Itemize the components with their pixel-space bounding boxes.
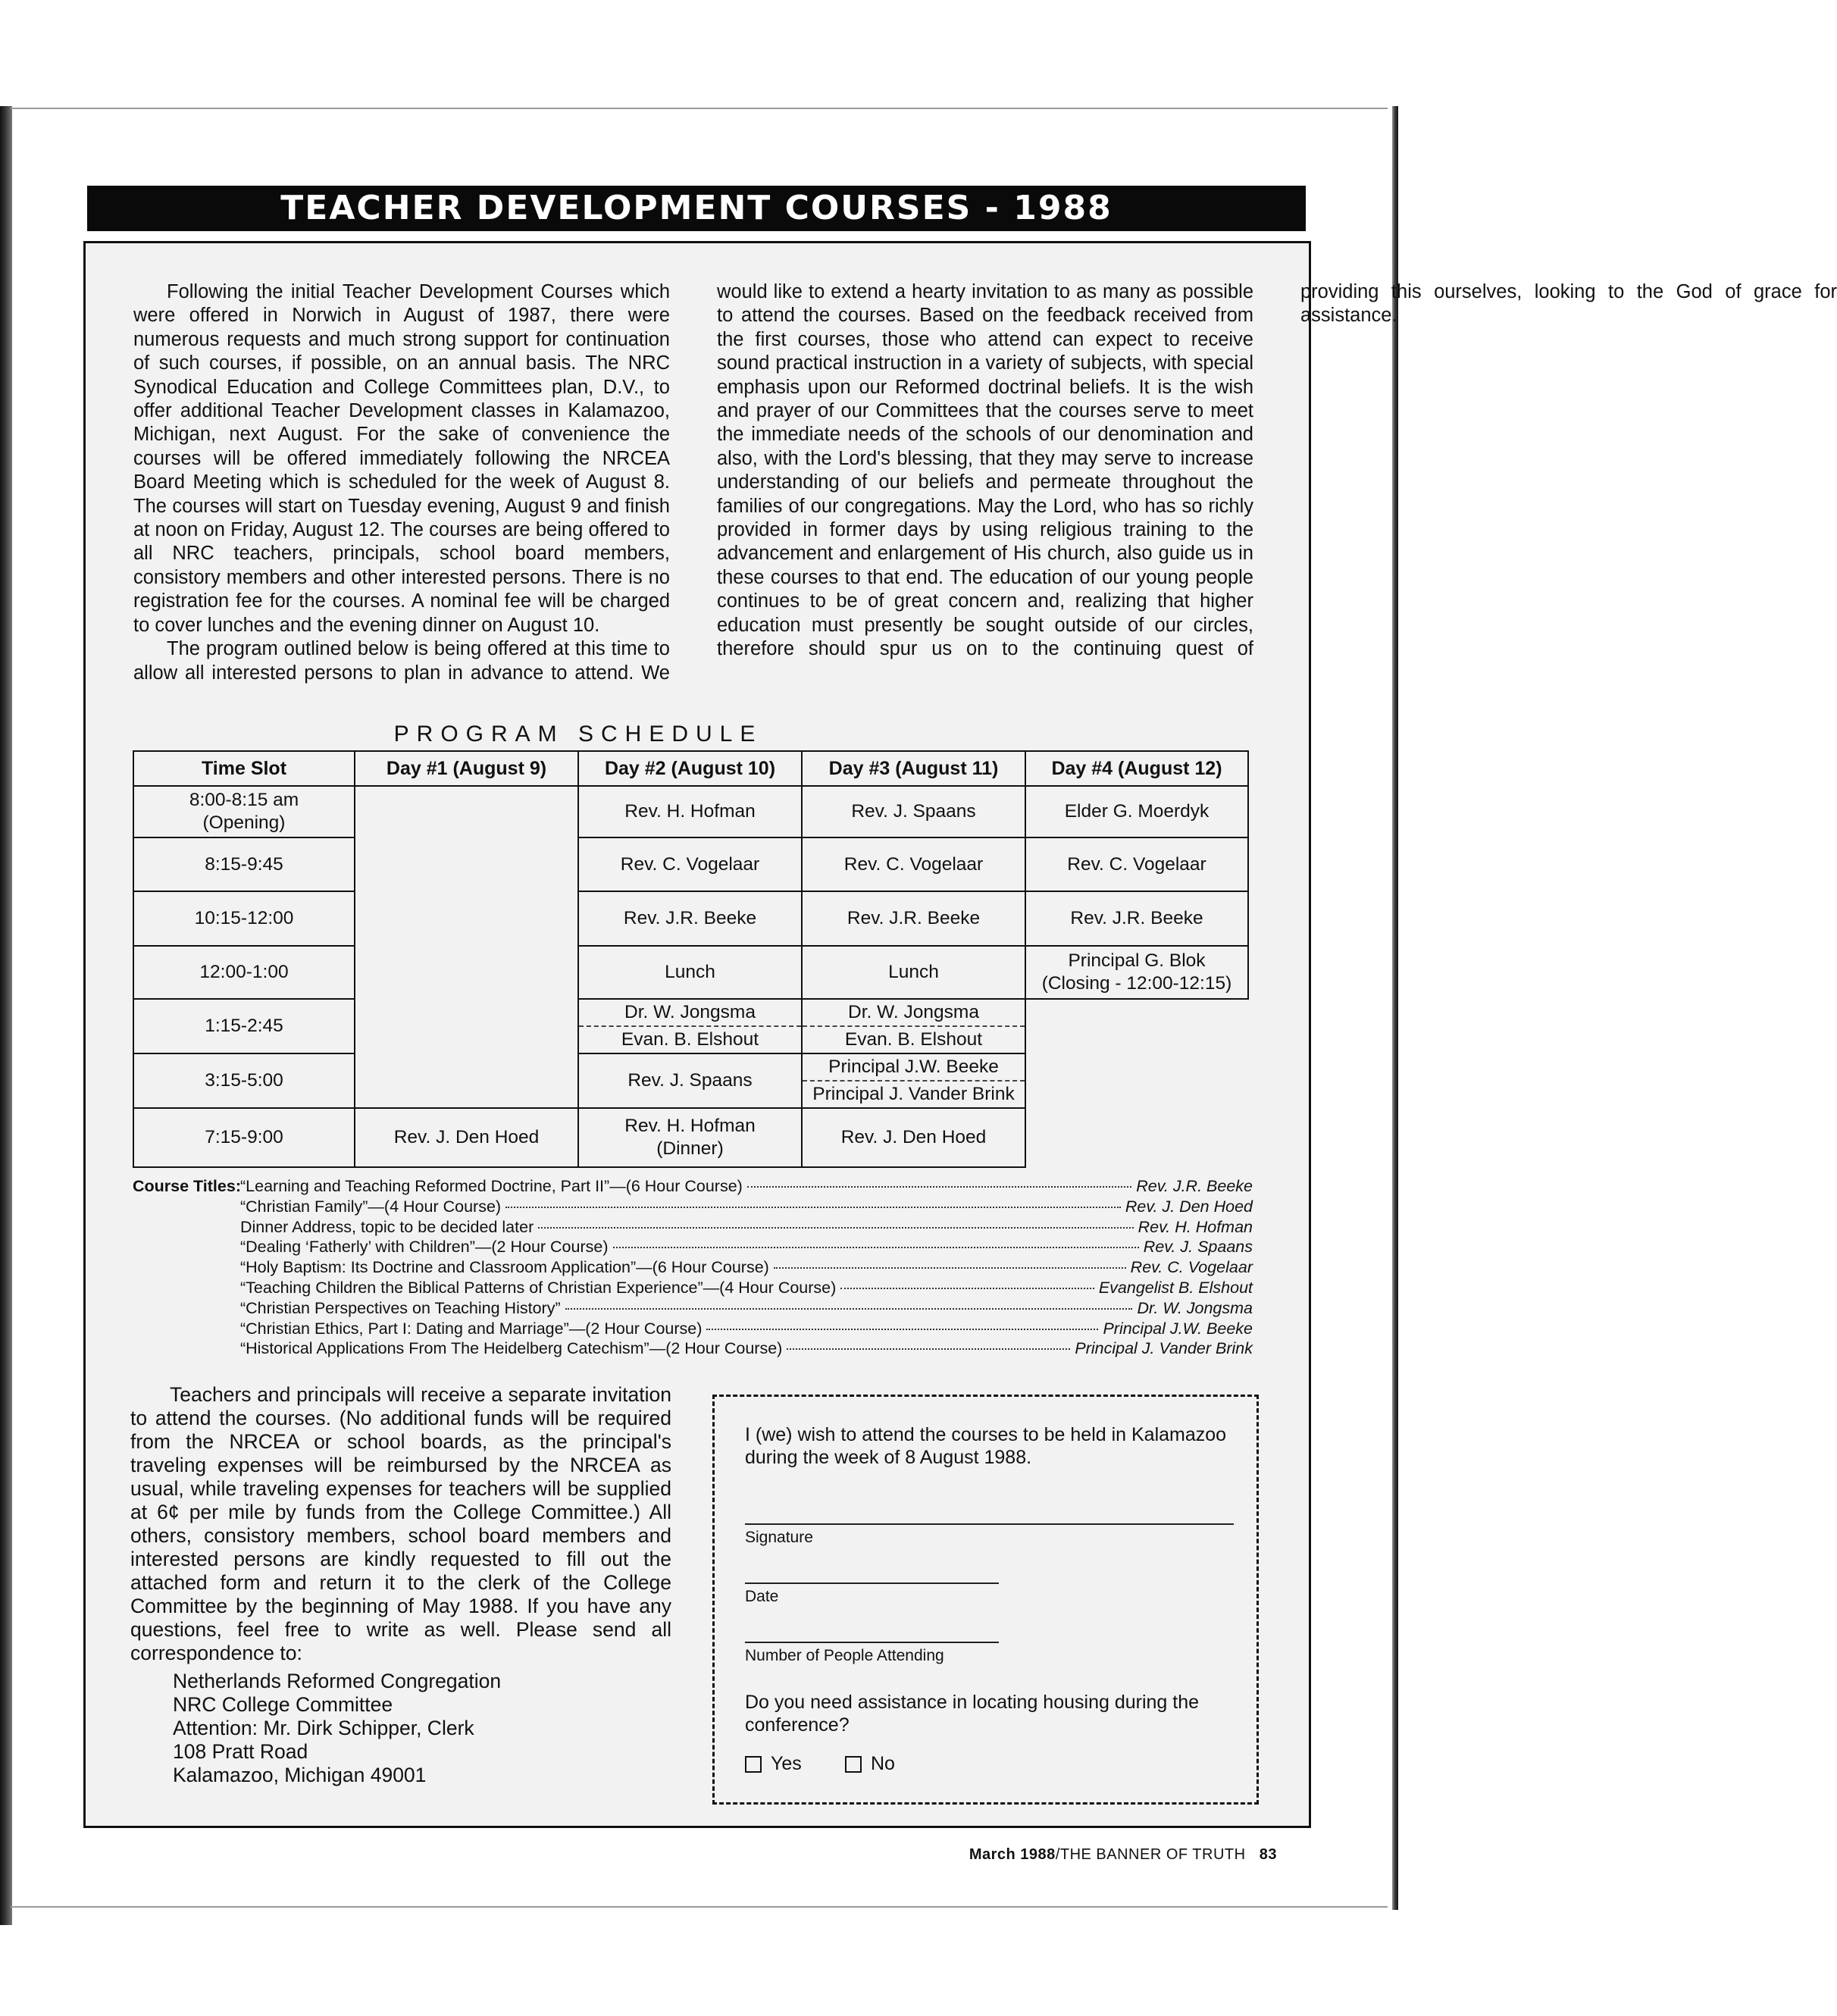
- header-day-3: Day #3 (August 11): [802, 751, 1025, 786]
- scan-edge-left: [0, 106, 12, 1925]
- page-number: 83: [1259, 1846, 1277, 1863]
- table-header-row: [133, 751, 1248, 786]
- slot-time: 3:15-5:00: [133, 1053, 355, 1108]
- dot-leader: [774, 1267, 1126, 1269]
- cell-closing: [1025, 946, 1248, 999]
- closing-paragraph: Teachers and principals will receive a separate invitation to attend the courses. (No additional funds will be required from the NRCEA or school boards, as the principal's traveling expenses will be reimbursed by the NRCEA as usual, while traveling expenses for teachers will be supplied at 6¢ per mile by funds from the College Committee.) All others, consistory members, school board members and interested persons are kindly requested to fill out the attached form and return it to the clerk of the College Committee by the beginning of May 1988. If you have any questions, feel free to write as well. Please send all correspondence to:: [130, 1383, 671, 1664]
- dinner-note: (Dinner): [656, 1138, 724, 1159]
- yes-label: Yes: [771, 1753, 802, 1774]
- no-option[interactable]: [845, 1753, 895, 1775]
- dinner-speaker: Rev. H. Hofman: [624, 1116, 756, 1136]
- dot-leader: [706, 1329, 1098, 1330]
- empty-gap: [1025, 999, 1248, 1167]
- slot-time: 8:15-9:45: [133, 837, 355, 891]
- no-label: No: [871, 1753, 895, 1774]
- slot-note: (Opening): [202, 812, 286, 833]
- course-title: “Christian Family”—(4 Hour Course): [240, 1197, 502, 1216]
- day1-daytime-empty: [355, 786, 578, 1108]
- course-title: “Historical Applications From The Heidelberg Catechism”—(2 Hour Course): [240, 1339, 783, 1358]
- table-row: [133, 837, 1248, 891]
- dot-leader: [613, 1247, 1139, 1248]
- closing-text: [130, 1383, 671, 1787]
- dot-leader: [565, 1308, 1133, 1310]
- address-line: NRC College Committee: [173, 1693, 393, 1716]
- cell: Rev. H. Hofman: [578, 786, 802, 837]
- table-row: [133, 999, 1248, 1053]
- list-item: [240, 1257, 1253, 1278]
- attending-label: Number of People Attending: [745, 1647, 944, 1664]
- list-item: [240, 1319, 1253, 1339]
- list-item: [240, 1176, 1253, 1197]
- cell: Rev. J. Den Hoed: [355, 1108, 578, 1167]
- course-speaker: Rev. J. Spaans: [1143, 1238, 1253, 1257]
- slot-time: 7:15-9:00: [133, 1108, 355, 1167]
- table-row: [133, 946, 1248, 999]
- slot-time: 8:00-8:15 am: [189, 790, 299, 810]
- date-label: Date: [745, 1588, 779, 1605]
- slot-time: 12:00-1:00: [133, 946, 355, 999]
- header-day-4: Day #4 (August 12): [1025, 751, 1248, 786]
- header-day-1: Day #1 (August 9): [355, 751, 578, 786]
- page-rule-bottom: [11, 1906, 1388, 1908]
- cell-split: [578, 999, 802, 1053]
- intro-text: [133, 280, 1837, 686]
- list-item: [240, 1197, 1253, 1217]
- cell: Lunch: [802, 946, 1025, 999]
- course-speaker: Evangelist B. Elshout: [1098, 1278, 1253, 1297]
- header-day-2: Day #2 (August 10): [578, 751, 802, 786]
- course-speaker: Principal J. Vander Brink: [1075, 1339, 1253, 1358]
- address-line: Netherlands Reformed Congregation: [173, 1670, 502, 1692]
- cell: Rev. J.R. Beeke: [578, 891, 802, 946]
- header-time-slot: Time Slot: [133, 751, 355, 786]
- course-title: “Holy Baptism: Its Doctrine and Classroom Application”—(6 Hour Course): [240, 1258, 769, 1277]
- mailing-address: [173, 1670, 671, 1787]
- signature-label: Signature: [745, 1529, 813, 1546]
- split-top: Dr. W. Jongsma: [803, 1001, 1025, 1027]
- course-speaker: Rev. C. Vogelaar: [1130, 1258, 1253, 1277]
- housing-question: Do you need assistance in locating housing during the conference?: [745, 1692, 1200, 1736]
- cell: Rev. J. Spaans: [578, 1053, 802, 1108]
- course-speaker: Dr. W. Jongsma: [1137, 1298, 1253, 1317]
- list-item: [240, 1338, 1253, 1359]
- split-bottom: Evan. B. Elshout: [621, 1029, 759, 1050]
- publication-name: /THE BANNER OF TRUTH: [1055, 1846, 1246, 1863]
- date-line[interactable]: [745, 1582, 999, 1584]
- checkbox-icon[interactable]: [745, 1756, 762, 1773]
- page-footer: [969, 1846, 1277, 1864]
- program-schedule-table: [133, 750, 1249, 1168]
- intro-paragraph-2: The program outlined below is being offered at this time to allow all interested persons to plan in advance to attend. We would like to extend a hearty invitation to as many as possible to attend the courses. Based on the feedback received from the first courses, those who attend can expect to receive sound practical instruction in a variety of subjects, with special emphasis upon our Reformed doctrinal beliefs. It is the wish and prayer of our Committees that the courses serve to meet the immediate needs of the schools of our denomination and also, with the Lord's blessing, that they may serve to increase understanding of our beliefs and permeate throughout the families of our congregations. May the Lord, who has so richly provided in former days by using religious training to the advancement and enlargement of His church, also guide us in these courses to that end. The education of our young people continues to be of great concern and, realizing that higher education must presently be sought outside of our circles, therefore should spur us on to the continuing quest of providing this ourselves, looking to the God of grace for assistance.: [133, 281, 1837, 684]
- cell: Lunch: [578, 946, 802, 999]
- course-speaker: Rev. J.R. Beeke: [1136, 1177, 1253, 1195]
- split-bottom: Principal J. Vander Brink: [812, 1084, 1015, 1104]
- course-speaker: Rev. J. Den Hoed: [1125, 1197, 1253, 1216]
- attending-line[interactable]: [745, 1642, 999, 1643]
- dot-leader: [787, 1348, 1070, 1350]
- slot-opening: [133, 786, 355, 837]
- dot-leader: [538, 1227, 1133, 1229]
- cell: Rev. J.R. Beeke: [1025, 891, 1248, 946]
- dot-leader: [840, 1288, 1094, 1289]
- list-item: [240, 1217, 1253, 1238]
- course-titles: [133, 1176, 1253, 1359]
- table-row: [133, 786, 1248, 837]
- cell: Rev. C. Vogelaar: [578, 837, 802, 891]
- cell: Elder G. Moerdyk: [1025, 786, 1248, 837]
- course-title: “Christian Ethics, Part I: Dating and Marriage”—(2 Hour Course): [240, 1319, 703, 1338]
- split-top: Principal J.W. Beeke: [803, 1056, 1025, 1082]
- slot-time: 1:15-2:45: [133, 999, 355, 1053]
- scan-edge-right: [1392, 106, 1398, 1910]
- split-bottom: Evan. B. Elshout: [844, 1029, 983, 1050]
- issue-date: March 1988: [969, 1846, 1056, 1863]
- course-title: Dinner Address, topic to be decided later: [240, 1217, 534, 1236]
- registration-form: [712, 1395, 1259, 1805]
- course-title: “Dealing ‘Fatherly’ with Children”—(2 Hour Course): [240, 1238, 609, 1257]
- course-title: “Learning and Teaching Reformed Doctrine, Part II”—(6 Hour Course): [240, 1177, 743, 1195]
- list-item: [240, 1298, 1253, 1319]
- course-list: [133, 1176, 1253, 1359]
- slot-time: 10:15-12:00: [133, 891, 355, 946]
- course-title: “Teaching Children the Biblical Patterns of Christian Experience”—(4 Hour Course): [240, 1278, 837, 1297]
- cell: Rev. J.R. Beeke: [802, 891, 1025, 946]
- closing-speaker: Principal G. Blok: [1068, 950, 1206, 971]
- dot-leader: [747, 1186, 1131, 1188]
- cell: Rev. J. Den Hoed: [802, 1108, 1025, 1167]
- cell: Rev. C. Vogelaar: [802, 837, 1025, 891]
- checkbox-icon[interactable]: [845, 1756, 862, 1773]
- split-top: Dr. W. Jongsma: [579, 1001, 801, 1027]
- cell-dinner: [578, 1108, 802, 1167]
- list-item: [240, 1237, 1253, 1257]
- dot-leader: [505, 1207, 1121, 1208]
- list-item: [240, 1278, 1253, 1298]
- table-row: [133, 891, 1248, 946]
- schedule-title: PROGRAM SCHEDULE: [393, 722, 763, 747]
- address-line: Attention: Mr. Dirk Schipper, Clerk: [173, 1717, 474, 1739]
- intro-paragraph-1: Following the initial Teacher Development Courses which were offered in Norwich in August of 1987, there were numerous requests and much strong support for continuation of such courses, if possible, on an annual basis. The NRC Synodical Education and College Committees plan, D.V., to offer additional Teacher Development classes in Kalamazoo, Michigan, next August. For the sake of convenience the courses will be offered immediately following the NRCEA Board Meeting which is scheduled for the week of August 8. The courses will start on Tuesday evening, August 9 and finish at noon on Friday, August 12. The courses are being offered to all NRC teachers, principals, school board members, consistory members and other interested persons. There is no registration fee for the courses. A nominal fee will be charged to cover lunches and the evening dinner on August 10.: [133, 281, 670, 636]
- cell: Rev. J. Spaans: [802, 786, 1025, 837]
- closing-note: (Closing - 12:00-12:15): [1041, 973, 1232, 994]
- page-title: TEACHER DEVELOPMENT COURSES - 1988: [87, 186, 1306, 231]
- signature-line[interactable]: [745, 1523, 1234, 1525]
- course-speaker: Principal J.W. Beeke: [1103, 1319, 1253, 1338]
- cell: Rev. C. Vogelaar: [1025, 837, 1248, 891]
- cell-split: [802, 1053, 1025, 1108]
- course-titles-label: Course Titles:: [133, 1177, 241, 1195]
- course-speaker: Rev. H. Hofman: [1138, 1217, 1253, 1236]
- address-line: Kalamazoo, Michigan 49001: [173, 1764, 427, 1786]
- cell-split: [802, 999, 1025, 1053]
- course-title: “Christian Perspectives on Teaching History”: [240, 1298, 561, 1317]
- page-rule-top: [11, 108, 1388, 109]
- form-invite-text: I (we) wish to attend the courses to be held in Kalamazoo during the week of 8 August 1988.: [745, 1424, 1227, 1468]
- address-line: 108 Pratt Road: [173, 1740, 308, 1763]
- yes-option[interactable]: [745, 1753, 802, 1775]
